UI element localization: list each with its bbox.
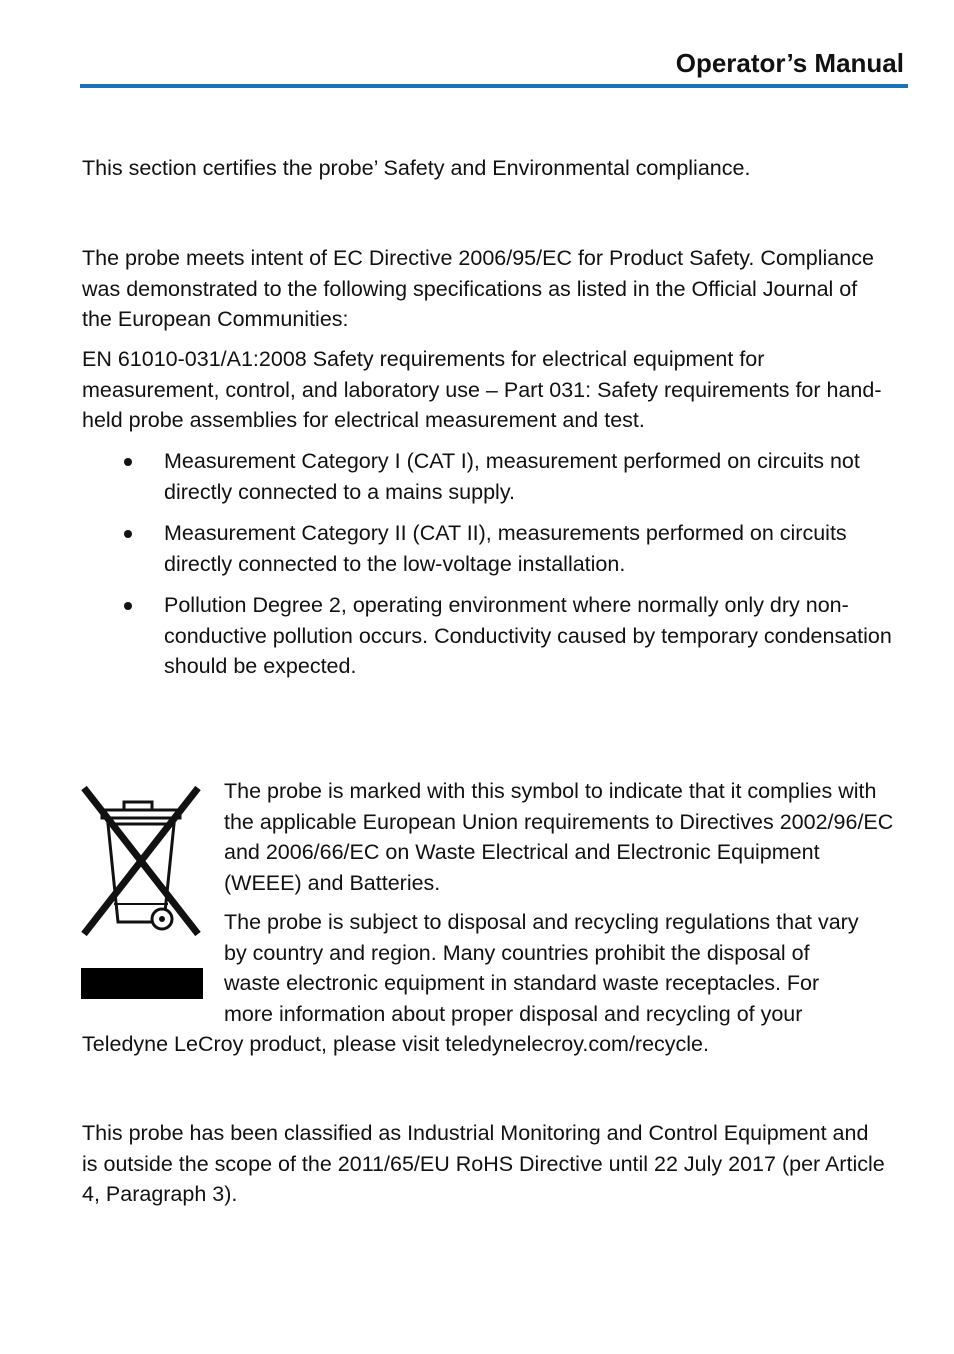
list-item: Measurement Category II (CAT II), measurements performed on circuits directly connected to the low-voltage installation.	[82, 518, 902, 579]
intro-paragraph: This section certifies the probe’ Safety and Environmental compliance.	[82, 156, 751, 180]
weee-paragraph-2-line: waste electronic equipment in standard waste receptacles. For	[224, 971, 820, 995]
category-list	[82, 446, 902, 693]
safety-paragraph-1: The probe meets intent of EC Directive 2006/95/EC for Product Safety. Compliance was demonstrated to the following specifications as listed in the Official Journal of the European Communities:	[82, 246, 874, 331]
weee-crossed-bin-icon	[78, 784, 206, 1002]
weee-paragraph-2-line: The probe is subject to disposal and recycling regulations that vary	[224, 910, 859, 934]
header-rule	[80, 84, 908, 88]
weee-paragraph-2-line: by country and region. Many countries prohibit the disposal of	[224, 941, 810, 965]
safety-paragraph-2: EN 61010-031/A1:2008 Safety requirements for electrical equipment for measurement, control, and laboratory use – Part 031: Safety requirements for hand-held probe assemblies for electrical measurement and test.	[82, 347, 882, 432]
list-item: Measurement Category I (CAT I), measurement performed on circuits not directly connected to a mains supply.	[82, 446, 902, 507]
weee-paragraph-1: The probe is marked with this symbol to indicate that it complies with the applicable European Union requirements to Directives 2002/96/EC and 2006/66/EC on Waste Electrical and Electronic Equipment (WEEE) and Batteries.	[224, 779, 894, 895]
bullet-icon	[124, 458, 132, 466]
bullet-icon	[124, 530, 132, 538]
weee-paragraph-2-line: more information about proper disposal and recycling of your	[224, 1002, 803, 1026]
bullet-icon	[124, 602, 132, 610]
list-item: Pollution Degree 2, operating environment where normally only dry non-conductive pollution occurs. Conductivity caused by temporary condensation should be expected.	[82, 590, 902, 682]
rohs-paragraph: This probe has been classified as Industrial Monitoring and Control Equipment and is outside the scope of the 2011/65/EU RoHS Directive until 22 July 2017 (per Article 4, Paragraph 3).	[82, 1121, 885, 1206]
weee-paragraph-2-line: Teledyne LeCroy product, please visit teledynelecroy.com/recycle.	[82, 1032, 709, 1056]
page-title: Operator’s Manual	[675, 48, 904, 78]
